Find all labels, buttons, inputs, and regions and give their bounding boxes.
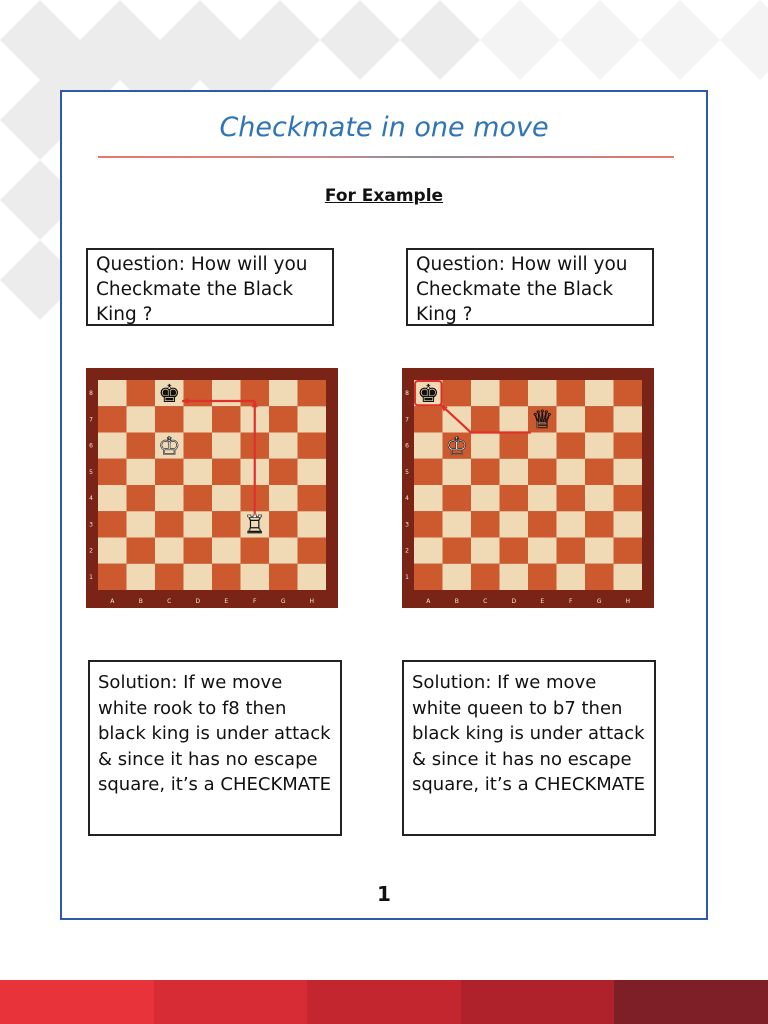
rank-label: 3 [89, 521, 93, 529]
footer-segment [0, 980, 154, 1024]
title-underline-rule [98, 156, 674, 158]
board-square [471, 485, 500, 511]
board-square [614, 433, 643, 459]
rank-label: 8 [405, 390, 409, 398]
file-label: B [138, 598, 143, 605]
question-text-right: Question: How will you Checkmate the Black King ? [416, 254, 628, 325]
file-label: D [195, 598, 201, 605]
board-square [127, 459, 156, 485]
file-label: B [454, 598, 459, 605]
section-subtitle: For Example [324, 186, 444, 206]
rank-label: 4 [89, 495, 93, 503]
board-square [127, 485, 156, 511]
board-square [298, 511, 327, 537]
board-square [471, 433, 500, 459]
file-label: E [224, 598, 229, 605]
file-label: F [569, 598, 573, 605]
rank-label: 2 [89, 547, 93, 555]
board-square [155, 406, 184, 432]
board-square [528, 459, 557, 485]
footer-segment [614, 980, 768, 1024]
board-square [298, 538, 327, 564]
board-square [298, 564, 327, 590]
board-square [241, 564, 270, 590]
footer-segment [154, 980, 308, 1024]
board-square [500, 564, 529, 590]
file-label: E [540, 598, 545, 605]
footer-segment [307, 980, 461, 1024]
board-square [155, 459, 184, 485]
chess-board-right [402, 368, 654, 608]
board-square [557, 538, 586, 564]
question-text-left: Question: How will you Checkmate the Black King ? [96, 254, 308, 325]
board-square [414, 459, 443, 485]
question-box-right [406, 248, 654, 326]
board-square [184, 485, 213, 511]
rank-label: 7 [405, 416, 409, 424]
file-label: C [483, 598, 488, 605]
board-square [269, 459, 298, 485]
rank-label: 6 [89, 442, 93, 450]
board-square [585, 406, 614, 432]
board-square [212, 406, 241, 432]
board-square [614, 538, 643, 564]
board-square [585, 564, 614, 590]
document-page [60, 90, 708, 920]
board-square [269, 433, 298, 459]
board-square [528, 564, 557, 590]
file-label: A [110, 598, 115, 605]
rank-label: 8 [89, 390, 93, 398]
board-square [500, 406, 529, 432]
board-square [127, 406, 156, 432]
board-square [471, 511, 500, 537]
board-square [98, 485, 127, 511]
board-square [443, 380, 472, 406]
board-square [98, 564, 127, 590]
board-square [443, 459, 472, 485]
board-square [184, 406, 213, 432]
board-square [184, 564, 213, 590]
board-square [269, 485, 298, 511]
rank-label: 1 [405, 573, 409, 581]
board-square [127, 564, 156, 590]
board-square [528, 433, 557, 459]
file-label: G [596, 598, 602, 605]
board-square [585, 511, 614, 537]
board-square [298, 485, 327, 511]
board-square [443, 511, 472, 537]
board-square [184, 433, 213, 459]
board-square [528, 511, 557, 537]
board-square [212, 380, 241, 406]
page-number: 1 [377, 882, 391, 906]
board-square [127, 380, 156, 406]
board-square [614, 459, 643, 485]
board-square [500, 538, 529, 564]
board-square [212, 564, 241, 590]
board-square [155, 511, 184, 537]
file-label: G [280, 598, 286, 605]
board-square [184, 538, 213, 564]
board-square [98, 459, 127, 485]
file-label: A [426, 598, 431, 605]
board-square [614, 511, 643, 537]
board-square [241, 538, 270, 564]
file-label: H [309, 598, 315, 605]
board-square [98, 538, 127, 564]
board-square [614, 380, 643, 406]
board-square [184, 459, 213, 485]
board-square [414, 538, 443, 564]
rank-label: 5 [405, 468, 409, 476]
board-square [98, 511, 127, 537]
white-king-piece: ♔ [445, 431, 468, 461]
rank-label: 4 [405, 495, 409, 503]
board-square [585, 485, 614, 511]
rank-label: 1 [89, 573, 93, 581]
rank-label: 3 [405, 521, 409, 529]
file-label: H [625, 598, 631, 605]
file-label: C [167, 598, 172, 605]
board-square [98, 433, 127, 459]
board-square [212, 538, 241, 564]
board-square [557, 564, 586, 590]
board-square [269, 380, 298, 406]
board-square [443, 538, 472, 564]
board-square [528, 485, 557, 511]
board-square [500, 433, 529, 459]
board-square [414, 485, 443, 511]
board-square [212, 485, 241, 511]
board-square [557, 485, 586, 511]
board-square [414, 406, 443, 432]
board-square [298, 433, 327, 459]
footer-segment [461, 980, 615, 1024]
board-square [414, 564, 443, 590]
board-square [614, 485, 643, 511]
board-square [127, 538, 156, 564]
board-square [557, 380, 586, 406]
file-label: D [511, 598, 517, 605]
board-square [557, 511, 586, 537]
footer-color-bar [0, 980, 768, 1024]
board-square [500, 380, 529, 406]
board-square [212, 433, 241, 459]
page-title: Checkmate in one move [219, 112, 549, 143]
board-square [98, 380, 127, 406]
board-square [500, 511, 529, 537]
black-king-piece: ♚ [417, 378, 440, 408]
board-square [585, 433, 614, 459]
board-square [184, 511, 213, 537]
board-square [127, 433, 156, 459]
board-square [269, 564, 298, 590]
board-square [614, 564, 643, 590]
white-rook-piece: ♖ [243, 510, 266, 540]
board-square [557, 433, 586, 459]
rank-label: 6 [405, 442, 409, 450]
board-square [528, 380, 557, 406]
board-square [471, 459, 500, 485]
question-box-left [86, 248, 334, 326]
solution-box-right [402, 660, 656, 836]
chess-board-left [86, 368, 338, 608]
board-square [443, 564, 472, 590]
board-square [585, 538, 614, 564]
board-square [528, 538, 557, 564]
board-square [414, 433, 443, 459]
board-square [155, 485, 184, 511]
board-square [614, 406, 643, 432]
rank-label: 7 [89, 416, 93, 424]
solution-text-left: Solution: If we move white rook to f8 then black king is under attack & since it has no escape square, it’s a CHECKMATE [98, 672, 332, 795]
board-square [269, 406, 298, 432]
white-queen-piece: ♕ [531, 405, 554, 435]
board-square [557, 459, 586, 485]
solution-box-left [88, 660, 342, 836]
board-square [269, 511, 298, 537]
board-square [269, 538, 298, 564]
white-king-piece: ♔ [158, 431, 181, 461]
board-square [212, 511, 241, 537]
board-square [585, 380, 614, 406]
board-square [212, 459, 241, 485]
board-square [98, 406, 127, 432]
board-square [500, 459, 529, 485]
rank-label: 5 [89, 468, 93, 476]
board-square [471, 564, 500, 590]
board-square [155, 564, 184, 590]
file-label: F [253, 598, 257, 605]
board-square [557, 406, 586, 432]
black-king-piece: ♚ [158, 378, 181, 408]
board-square [298, 380, 327, 406]
rank-label: 2 [405, 547, 409, 555]
board-square [471, 406, 500, 432]
board-square [500, 485, 529, 511]
board-square [585, 459, 614, 485]
board-square [414, 511, 443, 537]
board-square [298, 459, 327, 485]
board-square [471, 380, 500, 406]
board-square [155, 538, 184, 564]
board-square [471, 538, 500, 564]
solution-text-right: Solution: If we move white queen to b7 then black king is under attack & since it has no escape square, it’s a CHECKMATE [412, 672, 646, 795]
board-square [298, 406, 327, 432]
board-square [127, 511, 156, 537]
board-square [443, 485, 472, 511]
